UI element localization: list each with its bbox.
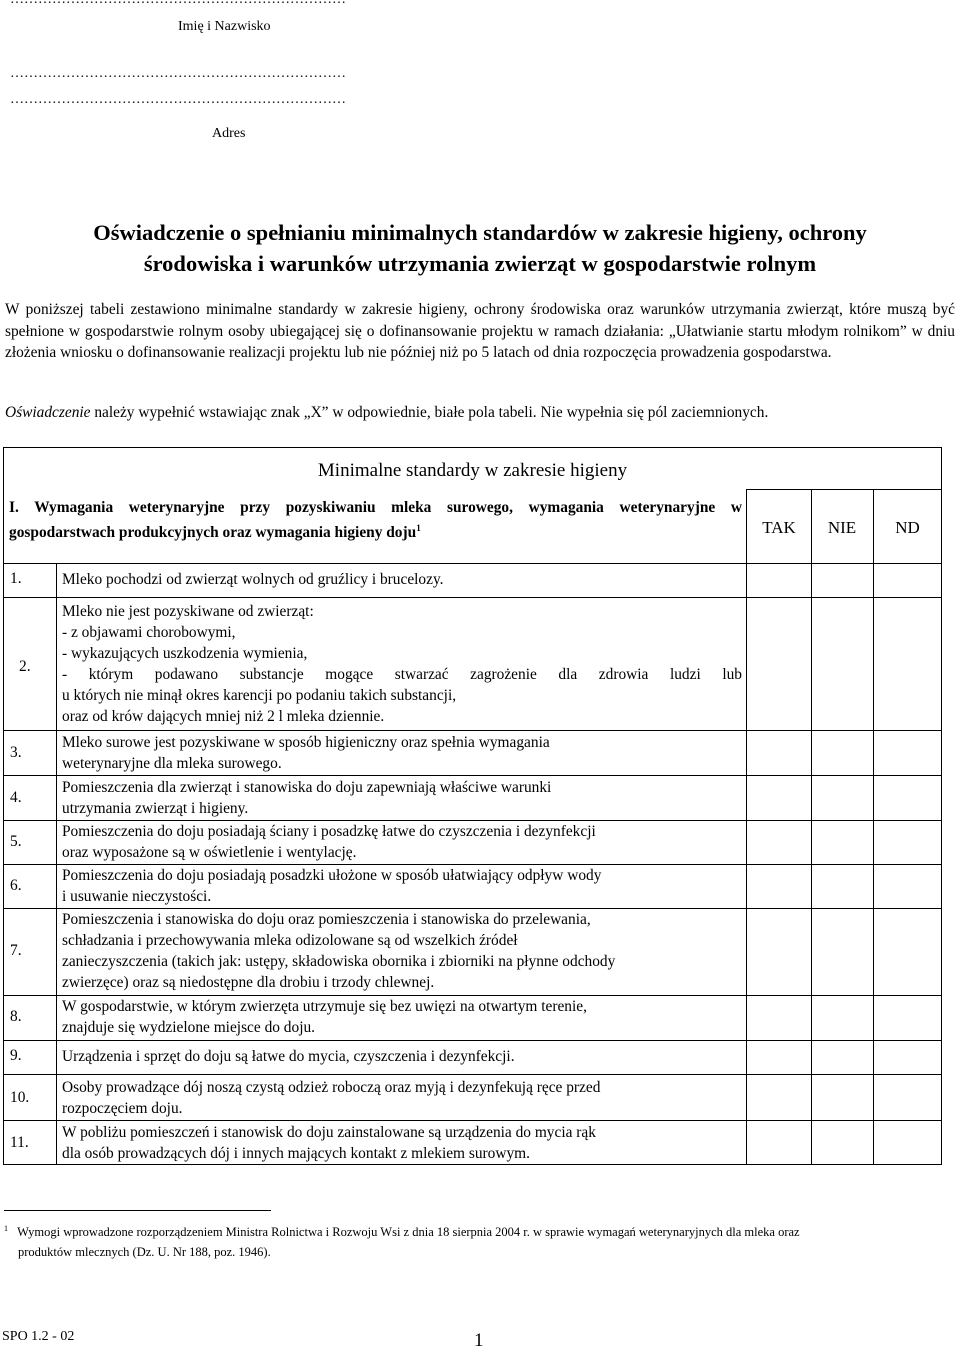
col-header-nie: NIE [827,518,857,537]
row-line: W pobliżu pomieszczeń i stanowisk do doju zainstalowane są urządzenia do mycia rąk [62,1124,596,1141]
row-line: weterynaryjne dla mleka surowego. [62,755,282,772]
instruction-italic: Oświadczenie [5,404,91,421]
table-border-right [941,447,942,1165]
row-line: - którym podawano substancje mogące stwarzać zagrożenie dla zdrowia ludzi lub [62,666,742,683]
row-text: Mleko pochodzi od zwierząt wolnych od gruźlicy i brucelozy. [62,571,444,588]
instruction-text [5,404,960,422]
footnote-separator [4,1210,271,1211]
row-number: 1. [10,570,22,587]
row-line: oraz wyposażone są w oświetlenie i wentylację. [62,844,357,861]
row-number: 3. [10,744,22,761]
row-line: Pomieszczenia dla zwierząt i stanowiska do doju zapewniają właściwe warunki [62,779,552,796]
section-title [9,497,742,543]
caption-bottom [746,489,942,490]
address-dotted-line-1: ……………………………………………………………… [10,66,346,81]
footnote-line-2: produktów mlecznych (Dz. U. Nr 188, poz. 1946). [18,1245,271,1260]
row-line: - z objawami chorobowymi, [62,624,236,641]
row-line: znajduje się wydzielone miejsce do doju. [62,1019,316,1036]
table-border-bottom [3,1164,942,1165]
form-code: SPO 1.2 - 02 [2,1329,75,1344]
row-line: W gospodarstwie, w którym zwierzęta utrzymuje się bez uwięzi na otwartym terenie, [62,998,587,1015]
row-line: schładzania i przechowywania mleka odizolowane są od wszelkich źródeł [62,932,518,949]
name-dotted-line [10,0,420,8]
row-separator [3,775,942,776]
row-number: 5. [10,833,22,850]
row-text [62,996,587,1038]
footnote-mark: 1 [4,1224,8,1233]
row-number: 2. [19,658,31,675]
table-border-top [3,447,942,448]
col-separator-text [746,489,747,1165]
col-separator-nie-nd [873,489,874,1165]
row-line: Pomieszczenia i stanowiska do doju oraz pomieszczenia i stanowiska do przelewania, [62,911,591,928]
name-label: Imię i Nazwisko [178,19,271,34]
address-dotted-line-2: ……………………………………………………………… [10,92,346,107]
row-text [62,732,550,774]
row-text [62,1077,600,1119]
section-title-text: I. Wymagania weterynaryjne przy pozyskiwaniu mleka surowego, wymagania weterynaryjne w gospodarstwach produkcyjnych oraz wymagania higieny doju [9,499,742,542]
row-line: i usuwanie nieczystości. [62,888,212,905]
row-number: 11. [10,1134,29,1151]
row-separator [3,1040,942,1041]
row-number: 7. [10,942,22,959]
col-header-nd: ND [895,518,920,537]
row-line: dla osób prowadzących dój i innych mających kontakt z mlekiem surowym. [62,1145,531,1162]
intro-paragraph [5,299,955,364]
row-line: Pomieszczenia do doju posiadają ściany i posadzkę łatwe do czyszczenia i dezynfekcji [62,823,596,840]
row-line: u których nie minął okres karencji po podaniu takich substancji, [62,687,457,704]
row-separator [3,597,942,598]
row-line: oraz od krów dających mniej niż 2 l mleka dziennie. [62,708,385,725]
instruction-rest: należy wypełnić wstawiając znak „X” w odpowiednie, białe pola tabeli. Nie wypełnia się pól zaciemnionych. [90,404,769,421]
table-border-left [3,447,4,1165]
row-text [62,865,601,907]
section-header-bottom [3,563,942,564]
row-line: Osoby prowadzące dój noszą czystą odzież roboczą oraz myją i dezynfekują ręce przed [62,1079,601,1096]
row-number: 10. [10,1089,30,1106]
row-text [62,909,615,993]
row-number: 4. [10,789,22,806]
title-line-1: Oświadczenie o spełnianiu minimalnych standardów w zakresie higieny, ochrony [93,220,867,245]
row-text [62,601,742,727]
row-text [62,1122,596,1164]
row-separator [3,1120,942,1121]
row-number: 9. [10,1047,22,1064]
row-line: Mleko nie jest pozyskiwane od zwierząt: [62,603,314,620]
row-line: utrzymania zwierząt i higieny. [62,800,249,817]
row-text [62,821,596,863]
row-separator [3,1074,942,1075]
col-separator-tak-nie [811,489,812,1165]
row-number: 8. [10,1008,22,1025]
row-line: Mleko surowe jest pozyskiwane w sposób higieniczny oraz spełnia wymagania [62,734,550,751]
row-line: zwierzęce) oraz są niedostępne dla drobiu i trzody chlewnej. [62,974,435,991]
address-label: Adres [212,126,246,141]
row-line: zanieczyszczenia (takich jak: ustępy, składowiska obornika i zbiorniki na płynne odchody [62,953,616,970]
row-text [62,777,551,819]
table-caption: Minimalne standardy w zakresie higieny [317,460,628,481]
footnote-ref: 1 [416,523,421,533]
row-separator [3,730,942,731]
title-line-2: środowiska i warunków utrzymania zwierząt w gospodarstwie rolnym [143,251,817,276]
footnote [4,1219,960,1262]
row-line: rozpoczęciem doju. [62,1100,183,1117]
row-number: 6. [10,877,22,894]
document-title [0,217,960,279]
col-header-tak: TAK [762,518,796,537]
footnote-line-1: Wymogi wprowadzone rozporządzeniem Ministra Rolnictwa i Rozwoju Wsi z dnia 18 sierpnia 2004 r. w sprawie wymagań weterynaryjnych dla mleka oraz [17,1225,800,1240]
row-line: Pomieszczenia do doju posiadają posadzki ułożone w sposób ułatwiający odpływ wody [62,867,602,884]
row-text: Urządzenia i sprzęt do doju są łatwe do mycia, czyszczenia i dezynfekcji. [62,1048,515,1065]
page-number: 1 [474,1330,484,1351]
intro-text: W poniższej tabeli zestawiono minimalne standardy w zakresie higieny, ochrony środowiska oraz warunków utrzymania zwierząt, które muszą być spełnione w gospodarstwie rolnym osoby ubiegającej się o dofinansowanie projektu w ramach działania: „Ułatwianie startu młodym rolnikom” w dniu złożenia wniosku o dofinansowanie realizacji projektu lub nie później niż po 5 latach od dnia rozpoczęcia prowadzenia gospodarstwa. [5,301,955,362]
row-line: - wykazujących uszkodzenia wymienia, [62,645,308,662]
